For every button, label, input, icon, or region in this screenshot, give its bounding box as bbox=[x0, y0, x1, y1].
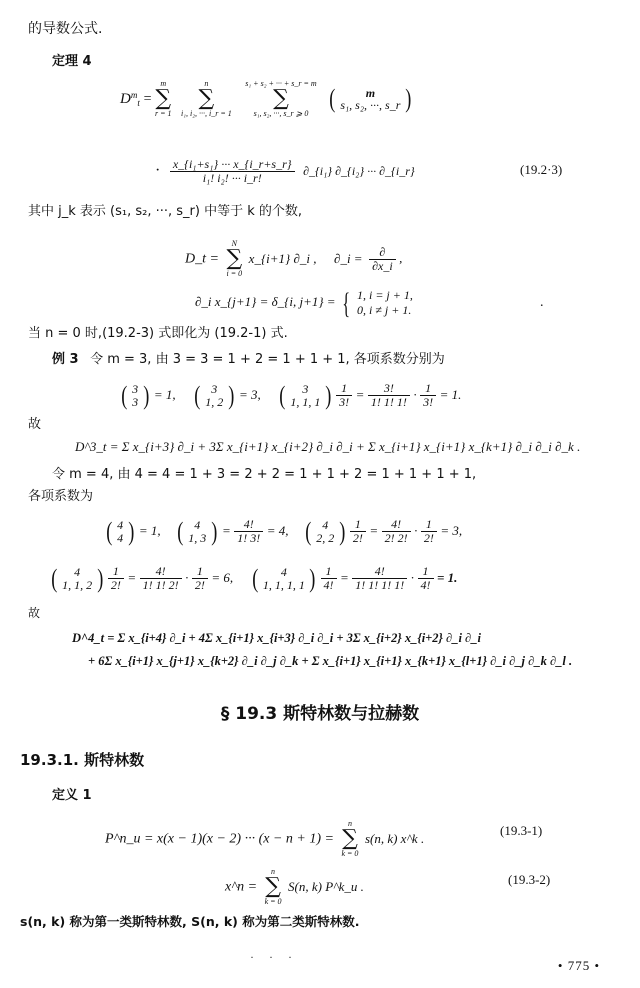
eq6-b-frac: $\frac{4!}{1! 3!}$ bbox=[234, 518, 263, 545]
eq6-c-frac3: $\frac{1}{2!}$ bbox=[421, 518, 437, 545]
eq6-c-equals: = bbox=[369, 522, 379, 538]
eq1-lhs: $D^m_t$ bbox=[120, 89, 140, 108]
eq6-c-value: = 3, bbox=[440, 522, 463, 538]
eq7-b-frac1: $\frac{1}{4!}$ bbox=[321, 565, 337, 592]
eq3-trailing-period: . bbox=[540, 295, 544, 310]
eq2-lhs: D_t = bbox=[185, 251, 219, 267]
eq6-c-dot: · bbox=[414, 522, 418, 538]
eq6-a-left-paren: ( bbox=[106, 516, 113, 546]
eq2-partial-fraction: $\frac{\partial}{\partial x\_i}$ bbox=[369, 246, 396, 273]
equation-D3: D^3_t = Σ x_{i+3} ∂_i + 3Σ x_{i+1} x_{i+2} ∂_i ∂_i + Σ x_{i+1} x_{i+1} x_{k+1} ∂_i ∂_i ∂_k . bbox=[75, 439, 581, 454]
eq-19-3-2-sum: n ∑ k = 0 bbox=[264, 867, 282, 907]
eq1-fraction: $\frac{\text{x\_\{i₁+s₁\} ··· x\_\{i\_r+s\_r\}}}{\text{i₁! i₂! ··· i\_r!}}$ bbox=[170, 158, 295, 185]
eq6-binom-b: 4 1, 3 bbox=[188, 518, 207, 545]
eq7-a-right-paren: ) bbox=[96, 563, 104, 593]
eq6-c-frac1: $\frac{1}{2!}$ bbox=[350, 518, 366, 545]
text-line-where: 其中 j_k 表示 (s₁, s₂, ···, s_r) 中等于 k 的个数, bbox=[28, 204, 303, 219]
eq4-binom-c: 3 1, 1, 1 bbox=[290, 382, 321, 409]
eq6-c-left-paren: ( bbox=[305, 516, 312, 546]
eq-19-3-2-lhs: x^n = bbox=[225, 879, 258, 895]
eq4-c-left-paren: ( bbox=[279, 380, 286, 410]
eq6-a-right-paren: ) bbox=[127, 516, 135, 546]
eq4-a-right-paren: ) bbox=[142, 380, 150, 410]
equation-coeff-m4-row2 bbox=[50, 565, 457, 592]
eq7-a-value: = 6, bbox=[211, 569, 234, 585]
eq7-b-equals: = bbox=[340, 569, 349, 585]
equation-number-19-3-1: (19.3-1) bbox=[500, 823, 543, 838]
eq7-b-frac2: $\frac{4!}{1! 1! 1! 1!}$ bbox=[352, 565, 407, 592]
eq4-c-frac3: $\frac{1}{3!}$ bbox=[420, 382, 436, 409]
eq7-a-equals: = bbox=[127, 569, 137, 585]
text-line-m4: 令 m = 4, 由 4 = 4 = 1 + 3 = 2 + 2 = 1 + 1 + 2 = 1 + 1 + 1 + 1, bbox=[52, 467, 477, 482]
decorative-dots: · · · bbox=[250, 950, 298, 964]
section-heading: § 19.3 斯特林数与拉赫数 bbox=[220, 704, 420, 724]
equation-D4-line2: + 6Σ x_{i+1} x_{j+1} x_{k+2} ∂_i ∂_j ∂_k + Σ x_{i+1} x_{i+1} x_{k+1} x_{l+1} ∂_i ∂_j ∂_k ∂_l . bbox=[88, 654, 573, 668]
equation-number-19-3-2: (19.3-2) bbox=[508, 872, 551, 887]
subsection-heading: 19.3.1. 斯特林数 bbox=[20, 751, 145, 769]
eq4-b-left-paren: ( bbox=[194, 380, 201, 410]
eq7-a-dot: · bbox=[185, 569, 189, 585]
eq-19-3-1-lhs: P^n_u = x(x − 1)(x − 2) ··· (x − n + 1) = bbox=[105, 831, 334, 847]
example-3-line bbox=[52, 352, 445, 367]
definition-label: 定义 1 bbox=[52, 788, 92, 803]
eq1-sum-3: s₁ + s₂ + ··· + s_r = m ∑ s₁, s₂, ···, s_r ⩾ 0 bbox=[245, 79, 317, 119]
text-line-when-n0: 当 n = 0 时,(19.2-3) 式即化为 (19.2-1) 式. bbox=[28, 326, 288, 341]
eq4-b-value: = 3, bbox=[238, 386, 261, 402]
eq3-cases: 1, i = j + 1, 0, i ≠ j + 1. bbox=[356, 288, 413, 317]
eq4-c-right-paren: ) bbox=[325, 380, 332, 410]
eq2-tail-lhs: ∂_i = bbox=[334, 250, 363, 266]
eq7-b-right-paren: ) bbox=[309, 563, 316, 593]
eq4-a-left-paren: ( bbox=[121, 380, 128, 410]
eq7-a-frac1: $\frac{1}{2!}$ bbox=[108, 565, 124, 592]
equation-coeff-m4-row1 bbox=[105, 518, 462, 545]
equation-Dt bbox=[185, 240, 402, 279]
eq6-binom-a: 4 4 bbox=[117, 518, 124, 545]
theorem-label: 定理 4 bbox=[52, 54, 92, 69]
equation-D4-line1: D^4_t = Σ x_{i+4} ∂_i + 4Σ x_{i+1} x_{i+3} ∂_i ∂_i + 3Σ x_{i+2} x_{i+2} ∂_i ∂_i bbox=[72, 631, 481, 645]
eq7-binom-b: 4 1, 1, 1, 1 bbox=[262, 565, 305, 592]
eq1-sum-1: m ∑ r = 1 bbox=[155, 79, 172, 119]
page-number: • 775 • bbox=[557, 958, 600, 973]
text-line-therefore-2: 故 bbox=[28, 606, 41, 620]
eq3-lhs: ∂_i x_{j+1} = δ_{i, j+1} = bbox=[195, 294, 336, 310]
eq-19-3-1-sum: n ∑ k = 0 bbox=[341, 819, 359, 859]
eq4-a-value: = 1, bbox=[153, 386, 176, 402]
eq6-b-right-paren: ) bbox=[211, 516, 218, 546]
equation-kronecker-delta bbox=[195, 288, 413, 318]
eq-19-3-1-tail: s(n, k) x^k . bbox=[364, 830, 425, 846]
eq6-b-value: = 4, bbox=[266, 522, 289, 538]
eq4-c-frac2: $\frac{3!}{1! 1! 1!}$ bbox=[368, 382, 410, 409]
text-line-stirling-def: s(n, k) 称为第一类斯特林数, S(n, k) 称为第二类斯特林数. bbox=[20, 914, 360, 929]
eq4-binom-b: 3 1, 2 bbox=[205, 382, 224, 409]
eq1-partials: ∂_{i₁} ∂_{i₂} ··· ∂_{i_r} bbox=[303, 163, 415, 178]
example-3-label: 例 3 bbox=[52, 352, 79, 367]
eq1-left-paren: ( bbox=[329, 84, 336, 114]
eq6-a-value: = 1, bbox=[138, 522, 161, 538]
eq6-binom-c: 4 2, 2 bbox=[316, 518, 335, 545]
eq7-a-frac3: $\frac{1}{2!}$ bbox=[192, 565, 208, 592]
text-line-intro: 的导数公式. bbox=[28, 21, 103, 37]
equation-19-3-1 bbox=[105, 820, 424, 859]
eq6-c-frac2: $\frac{4!}{2! 2!}$ bbox=[382, 518, 411, 545]
eq4-c-dot: · bbox=[413, 386, 417, 402]
equation-coeff-m3 bbox=[120, 382, 461, 409]
eq7-b-dot: · bbox=[410, 569, 415, 585]
eq3-brace: { bbox=[342, 286, 351, 320]
eq6-c-right-paren: ) bbox=[339, 516, 346, 546]
eq7-a-frac2: $\frac{4!}{1! 1! 2!}$ bbox=[140, 565, 182, 592]
eq2-sum: N ∑ i = 0 bbox=[226, 239, 243, 279]
equation-19-3-2 bbox=[225, 868, 364, 907]
eq1-leading-dot: · bbox=[155, 161, 161, 179]
equation-19-2-3-line1 bbox=[120, 80, 413, 119]
eq1-equals: = bbox=[143, 91, 156, 107]
eq4-b-right-paren: ) bbox=[228, 380, 235, 410]
text-line-coeff-intro: 各项系数为 bbox=[28, 489, 94, 504]
eq2-tail-end: , bbox=[399, 250, 403, 266]
text-line-therefore-1: 故 bbox=[28, 417, 42, 432]
eq7-binom-a: 4 1, 1, 2 bbox=[62, 565, 93, 592]
equation-19-2-3-line2 bbox=[155, 158, 415, 185]
eq6-b-left-paren: ( bbox=[177, 516, 184, 546]
eq7-a-left-paren: ( bbox=[51, 563, 58, 593]
eq4-c-equals: = bbox=[355, 386, 365, 402]
eq6-b-equals: = bbox=[221, 522, 231, 538]
eq4-c-end: = 1. bbox=[439, 386, 462, 402]
eq4-c-frac1: $\frac{1}{3!}$ bbox=[336, 382, 352, 409]
equation-number-19-2-3: (19.2·3) bbox=[520, 162, 563, 177]
eq1-multinomial: m s₁, s₂, ···, s_r bbox=[340, 85, 401, 113]
eq1-sum-2: n ∑ i₁, i₂, ···, i_r = 1 bbox=[181, 79, 232, 119]
eq-19-3-2-tail: S(n, k) P^k_u . bbox=[288, 878, 364, 894]
eq7-b-left-paren: ( bbox=[251, 563, 259, 593]
eq7-b-value: = 1. bbox=[437, 569, 458, 585]
eq1-right-paren: ) bbox=[405, 84, 412, 114]
example-3-text: 令 m = 3, 由 3 = 3 = 1 + 2 = 1 + 1 + 1, 各项系数分别为 bbox=[90, 352, 445, 367]
eq4-binom-a: 3 3 bbox=[132, 382, 139, 409]
eq7-b-frac3: $\frac{1}{4!}$ bbox=[418, 565, 434, 592]
eq2-body: x_{i+1} ∂_i , bbox=[248, 250, 317, 266]
